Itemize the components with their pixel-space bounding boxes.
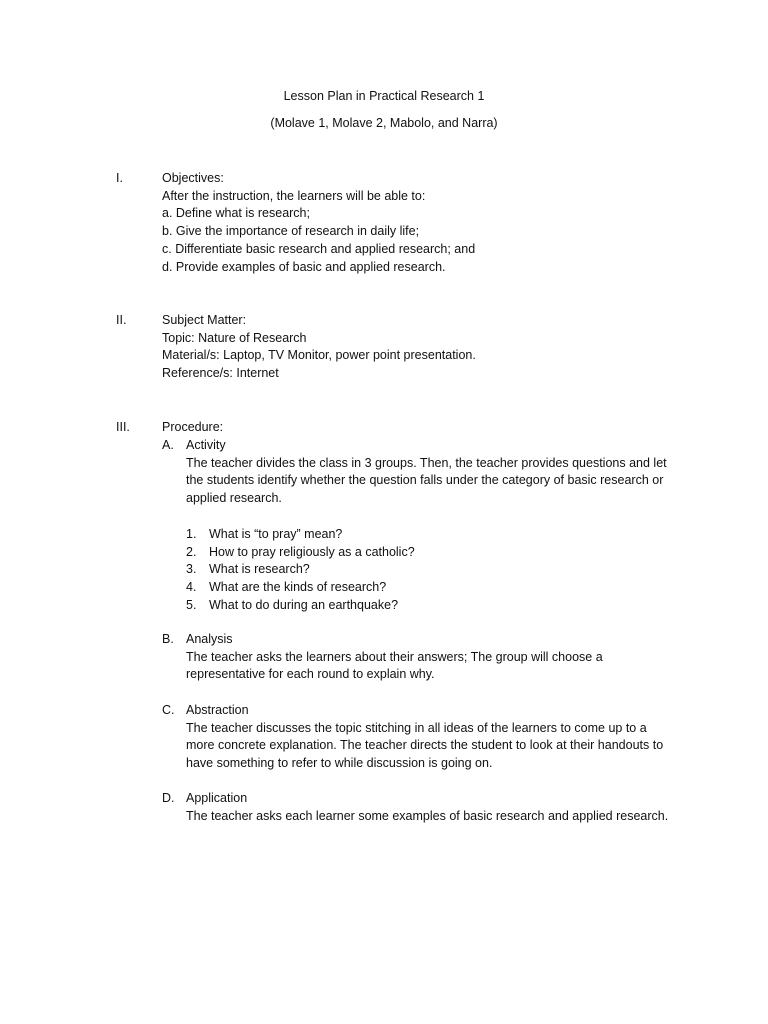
list-item: [0, 597, 768, 615]
objective-item: c. Differentiate basic research and applied research; and: [162, 241, 476, 256]
question-text: How to pray religiously as a catholic?: [209, 544, 415, 559]
question-number: 5.: [186, 597, 197, 612]
section-heading: Subject Matter:: [162, 313, 247, 327]
objectives-intro: After the instruction, the learners will be able to:: [162, 188, 426, 203]
section-heading: Objectives:: [162, 171, 224, 185]
subject-materials: Material/s: Laptop, TV Monitor, power point presentation.: [162, 348, 476, 363]
question-text: What to do during an earthquake?: [209, 597, 399, 612]
list-item: [0, 526, 768, 544]
subject-topic: Topic: Nature of Research: [162, 330, 307, 345]
question-number: 3.: [186, 562, 197, 577]
question-text: What are the kinds of research?: [209, 580, 387, 595]
section-heading: Procedure:: [162, 420, 224, 434]
step-letter: B.: [162, 632, 174, 646]
objective-item: b. Give the importance of research in daily life;: [162, 224, 420, 239]
list-item: [0, 579, 768, 597]
step-heading: Application: [186, 791, 248, 805]
step-text: The teacher asks the learners about their answers; The group will choose a representative for each round to explain why.: [186, 649, 603, 682]
step-letter: A.: [162, 438, 174, 452]
question-number: 1.: [186, 527, 197, 541]
step-heading: Activity: [186, 438, 226, 452]
list-item: [0, 561, 768, 579]
step-letter: D.: [162, 791, 175, 805]
objective-item: d. Provide examples of basic and applied research.: [162, 259, 446, 274]
section-number: II.: [116, 313, 127, 327]
step-text: The teacher asks each learner some examples of basic research and applied research.: [186, 808, 669, 823]
list-item: [0, 544, 768, 562]
document-title: Lesson Plan in Practical Research 1: [283, 89, 485, 103]
step-letter: C.: [162, 703, 175, 717]
step-heading: Analysis: [186, 632, 233, 646]
document-subtitle: (Molave 1, Molave 2, Mabolo, and Narra): [270, 116, 498, 130]
section-number: I.: [116, 171, 123, 185]
step-heading: Abstraction: [186, 703, 249, 717]
step-text: The teacher discusses the topic stitching in all ideas of the learners to come up to a more concrete explanation. The teacher directs the student to look at their handouts to have something to refer to while discussion is going on.: [186, 720, 664, 771]
question-number: 2.: [186, 544, 197, 559]
step-text: The teacher divides the class in 3 groups. Then, the teacher provides questions and let the students identify whether the question falls under the category of basic research or applied research.: [186, 455, 667, 506]
activity-question-list: [0, 526, 768, 614]
section-number: III.: [116, 420, 130, 434]
question-text: What is research?: [209, 562, 310, 577]
question-number: 4.: [186, 580, 197, 595]
question-text: What is “to pray” mean?: [209, 527, 343, 541]
objective-item: a. Define what is research;: [162, 206, 310, 221]
subject-references: Reference/s: Internet: [162, 366, 279, 381]
